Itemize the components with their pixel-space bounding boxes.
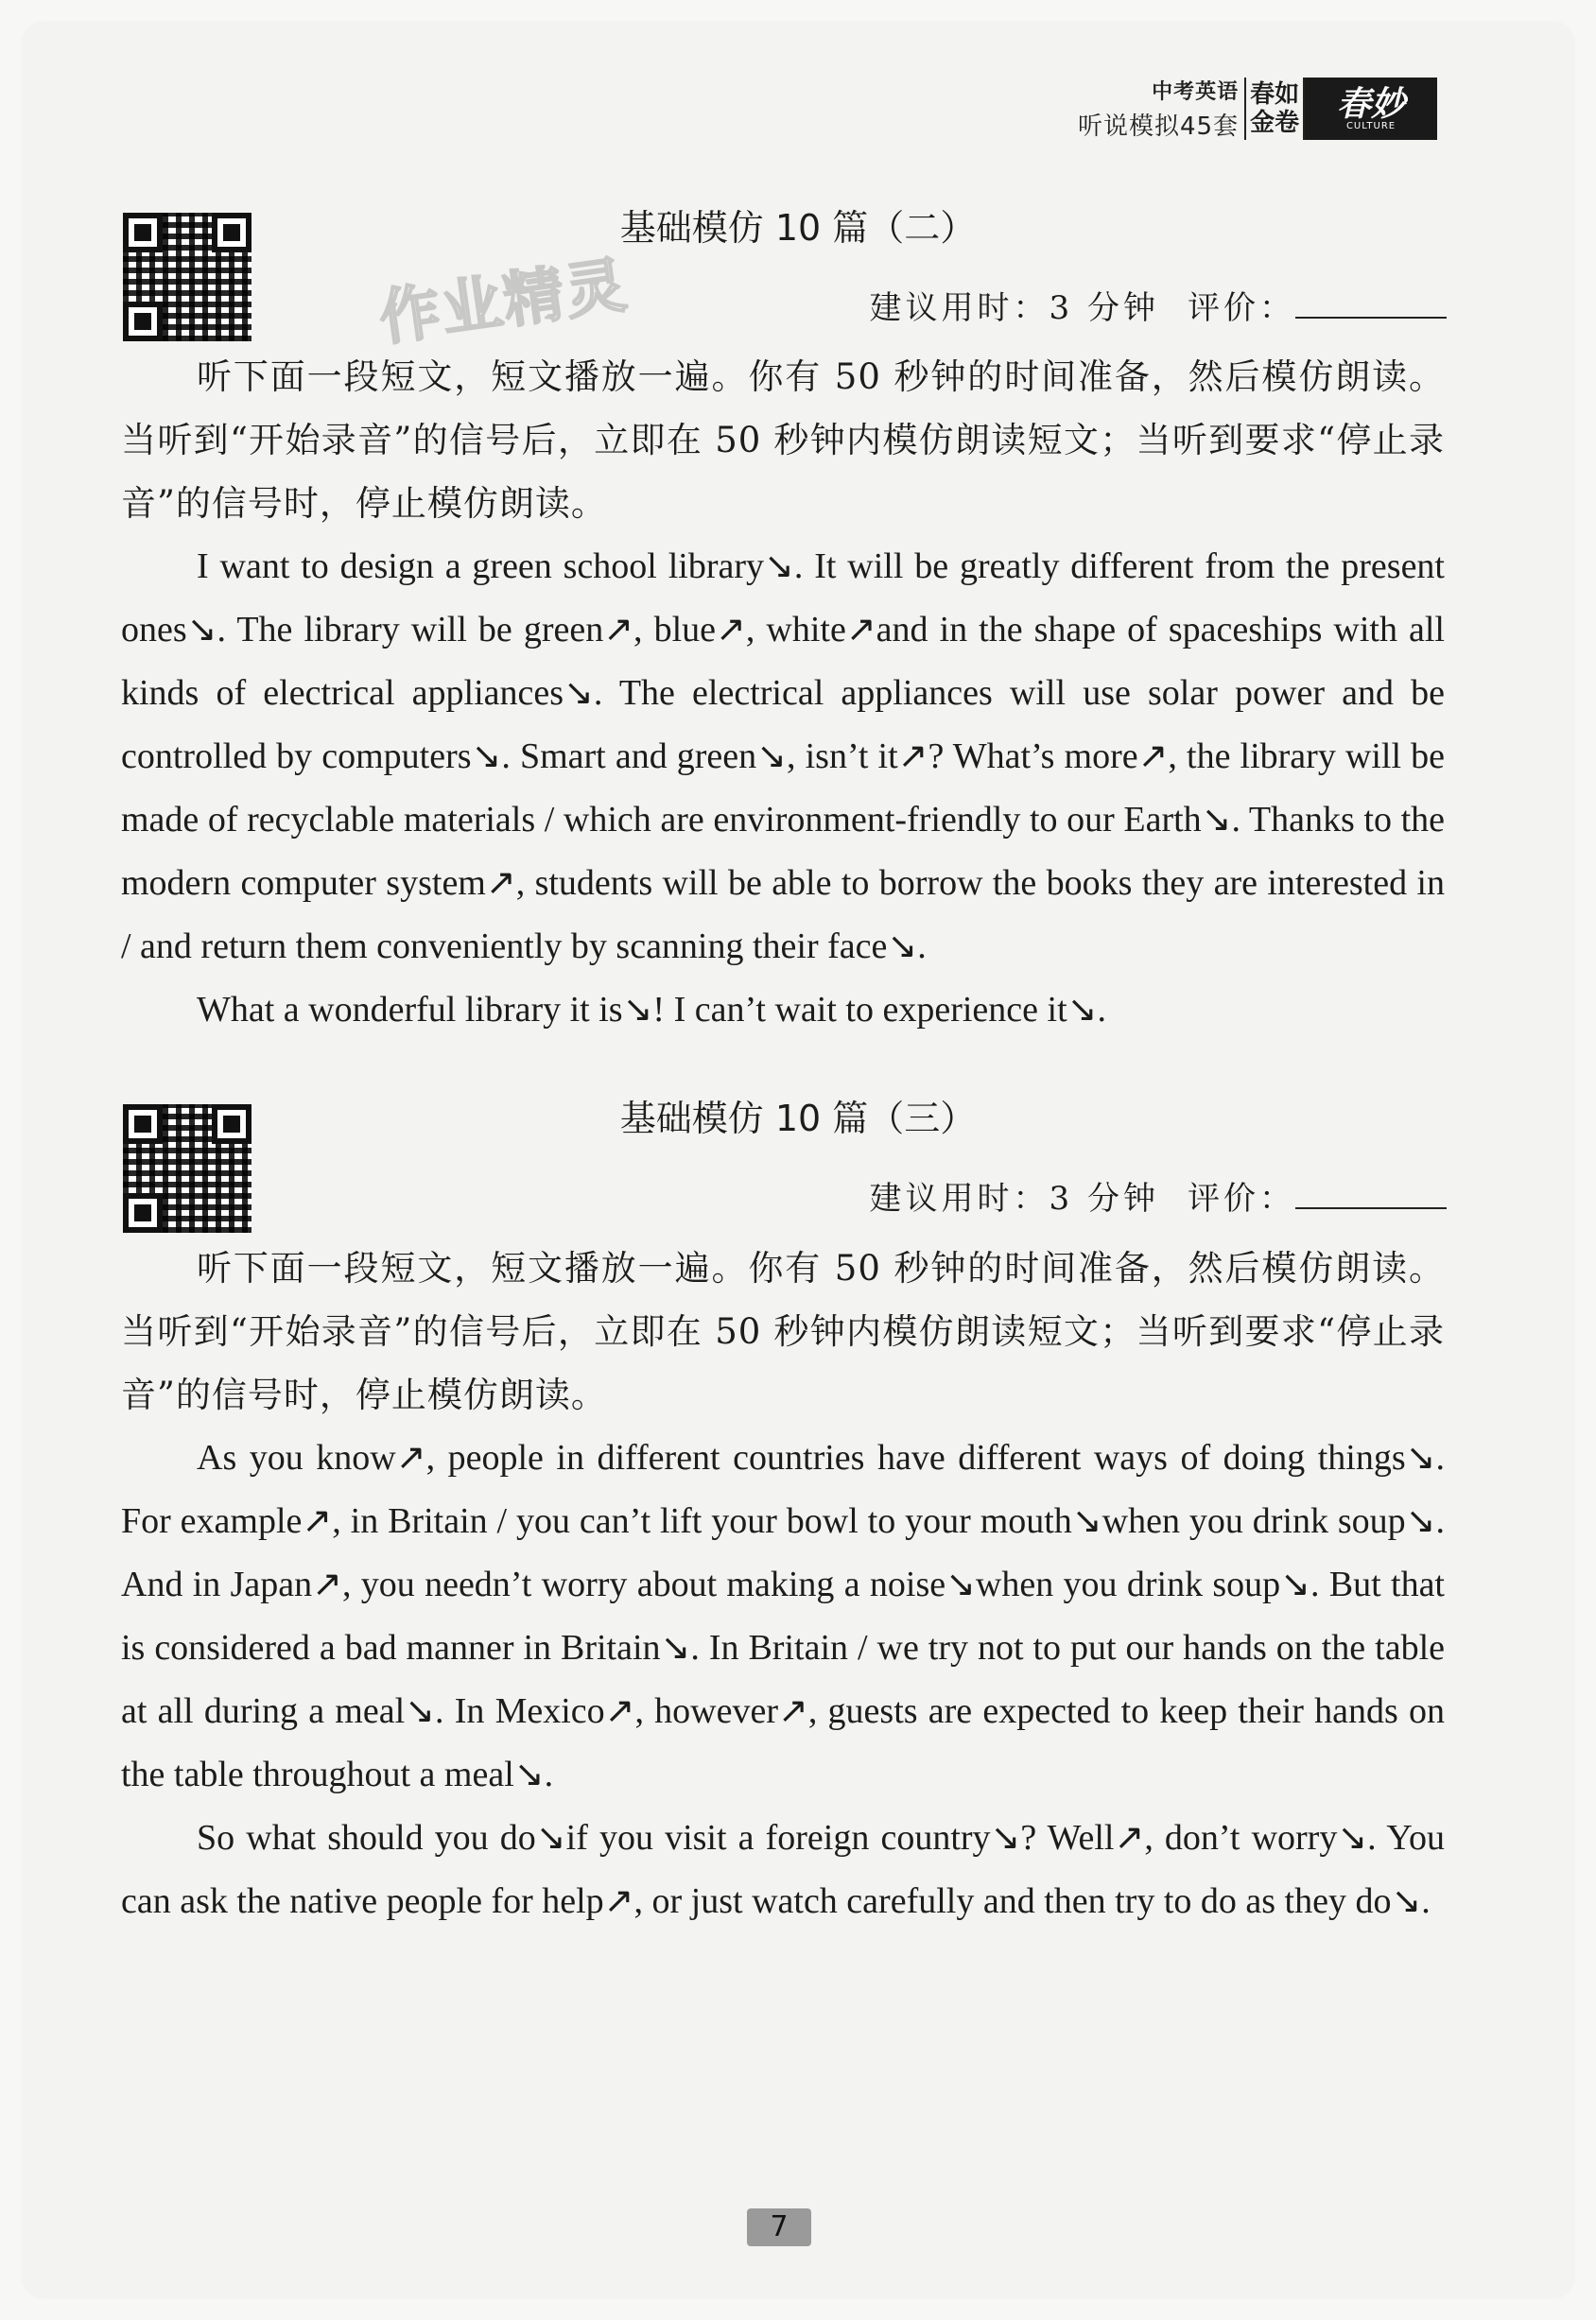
publisher-logo-text: 春妙 (1337, 83, 1406, 124)
instruction-text: 听下面一段短文，短文播放一遍。你有 50 秒钟的时间准备，然后模仿朗读。当听到“开始录音”的信号后，立即在 50 秒钟内模仿朗读短文；当听到要求“停止录音”的信号时，停止模仿朗读。 (121, 1248, 1445, 1415)
rating-blank (1295, 288, 1447, 319)
section-body (121, 345, 1445, 1042)
passage-paragraph: I want to design a green school library↘. It will be greatly different from the present ones↘. The library will be green↗, blue↗, white↗and in the shape of spaceships with all kinds of electrical appliances↘. The electrical appliances will use solar power and be controlled by computers↘. Smart and green↘, isn’t it↗? What’s more↗, the library will be made of recyclable materials / which are environment-friendly to our Earth↘. Thanks to the modern computer system↗, students will be able to borrow the books they are interested in / and return them conveniently by scanning their face↘. (121, 546, 1445, 966)
page-number: 7 (747, 2208, 811, 2246)
suggested-time: 建议用时：3 分钟 (869, 1180, 1159, 1218)
rating-blank (1295, 1179, 1447, 1209)
brand-book-title: 听说模拟45套 (1078, 113, 1240, 141)
brand-series-label: 春如金卷 (1244, 78, 1305, 140)
passage-paragraph: What a wonderful library it is↘! I can’t wait to experience it↘. (197, 990, 1106, 1030)
rating-label: 评价： (1188, 282, 1447, 328)
header-brand-logo (1078, 78, 1437, 140)
instruction-text: 听下面一段短文，短文播放一遍。你有 50 秒钟的时间准备，然后模仿朗读。当听到“开始录音”的信号后，立即在 50 秒钟内模仿朗读短文；当听到要求“停止录音”的信号时，停止模仿朗读。 (121, 356, 1445, 524)
section-body (121, 1237, 1445, 1933)
section-title: 基础模仿 10 篇（三） (619, 1098, 977, 1139)
timing-row (870, 282, 1447, 328)
rating-label: 评价： (1188, 1172, 1447, 1219)
timing-row (870, 1172, 1447, 1219)
publisher-logo (1305, 78, 1437, 140)
passage-paragraph: So what should you do↘if you visit a foreign country↘? Well↗, don’t worry↘. You can ask the native people for help↗, or just watch carefully and then try to do as they do↘. (121, 1818, 1445, 1921)
brand-series-name: 中考英语 (1152, 80, 1240, 104)
section-title: 基础模仿 10 篇（二） (619, 207, 977, 249)
passage-paragraph: As you know↗, people in different countries have different ways of doing things↘. For example↗, in Britain / you can’t lift your bowl to your mouth↘when you drink soup↘. And in Japan↗, you needn’t worry about making a noise↘when you drink soup↘. But that is considered a bad manner in Britain↘. In Britain / we try not to put our hands on the table at all during a meal↘. In Mexico↗, however↗, guests are expected to keep their hands on the table throughout a meal↘. (121, 1438, 1445, 1794)
suggested-time: 建议用时：3 分钟 (869, 289, 1159, 327)
publisher-logo-sub: CULTURE (1345, 120, 1396, 131)
watermark: 作业精灵 (374, 250, 633, 355)
